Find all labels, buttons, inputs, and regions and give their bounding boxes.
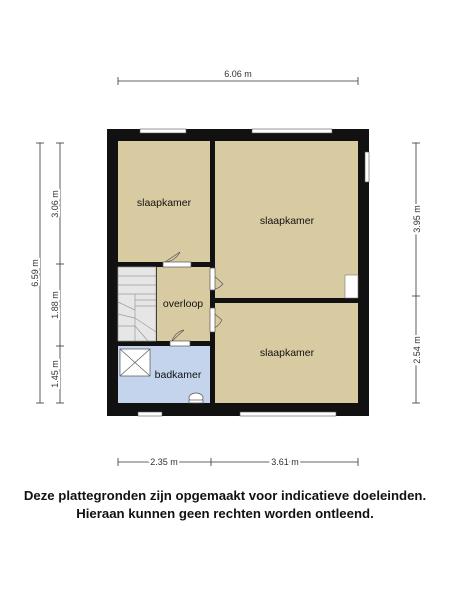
room-label-bedroom-top-left: slaapkamer — [136, 197, 192, 209]
dimension-right-lower: 2.54 m — [412, 336, 422, 364]
dimension-top-width: 6.06 m — [224, 69, 252, 79]
dimension-bottom-right: 3.61 m — [271, 457, 299, 467]
dimension-right-upper: 3.95 m — [412, 205, 422, 233]
dimension-left-upper: 3.06 m — [50, 190, 60, 218]
dimension-left-total: 6.59 m — [30, 259, 40, 287]
room-label-bedroom-bottom-right: slaapkamer — [259, 347, 315, 359]
room-label-bathroom: badkamer — [154, 369, 202, 381]
room-label-landing: overloop — [162, 298, 204, 310]
dimension-bottom-left: 2.35 m — [150, 457, 178, 467]
disclaimer-line-1: Deze plattegronden zijn opgemaakt voor indicatieve doeleinden. — [23, 488, 427, 503]
room-label-bedroom-top-right: slaapkamer — [259, 215, 315, 227]
staircase — [118, 267, 156, 341]
disclaimer-line-2: Hieraan kunnen geen rechten worden ontleend. — [76, 506, 374, 521]
dimension-left-middle: 1.88 m — [50, 291, 60, 319]
shaft-box — [345, 275, 358, 298]
dimension-left-lower: 1.45 m — [50, 360, 60, 388]
